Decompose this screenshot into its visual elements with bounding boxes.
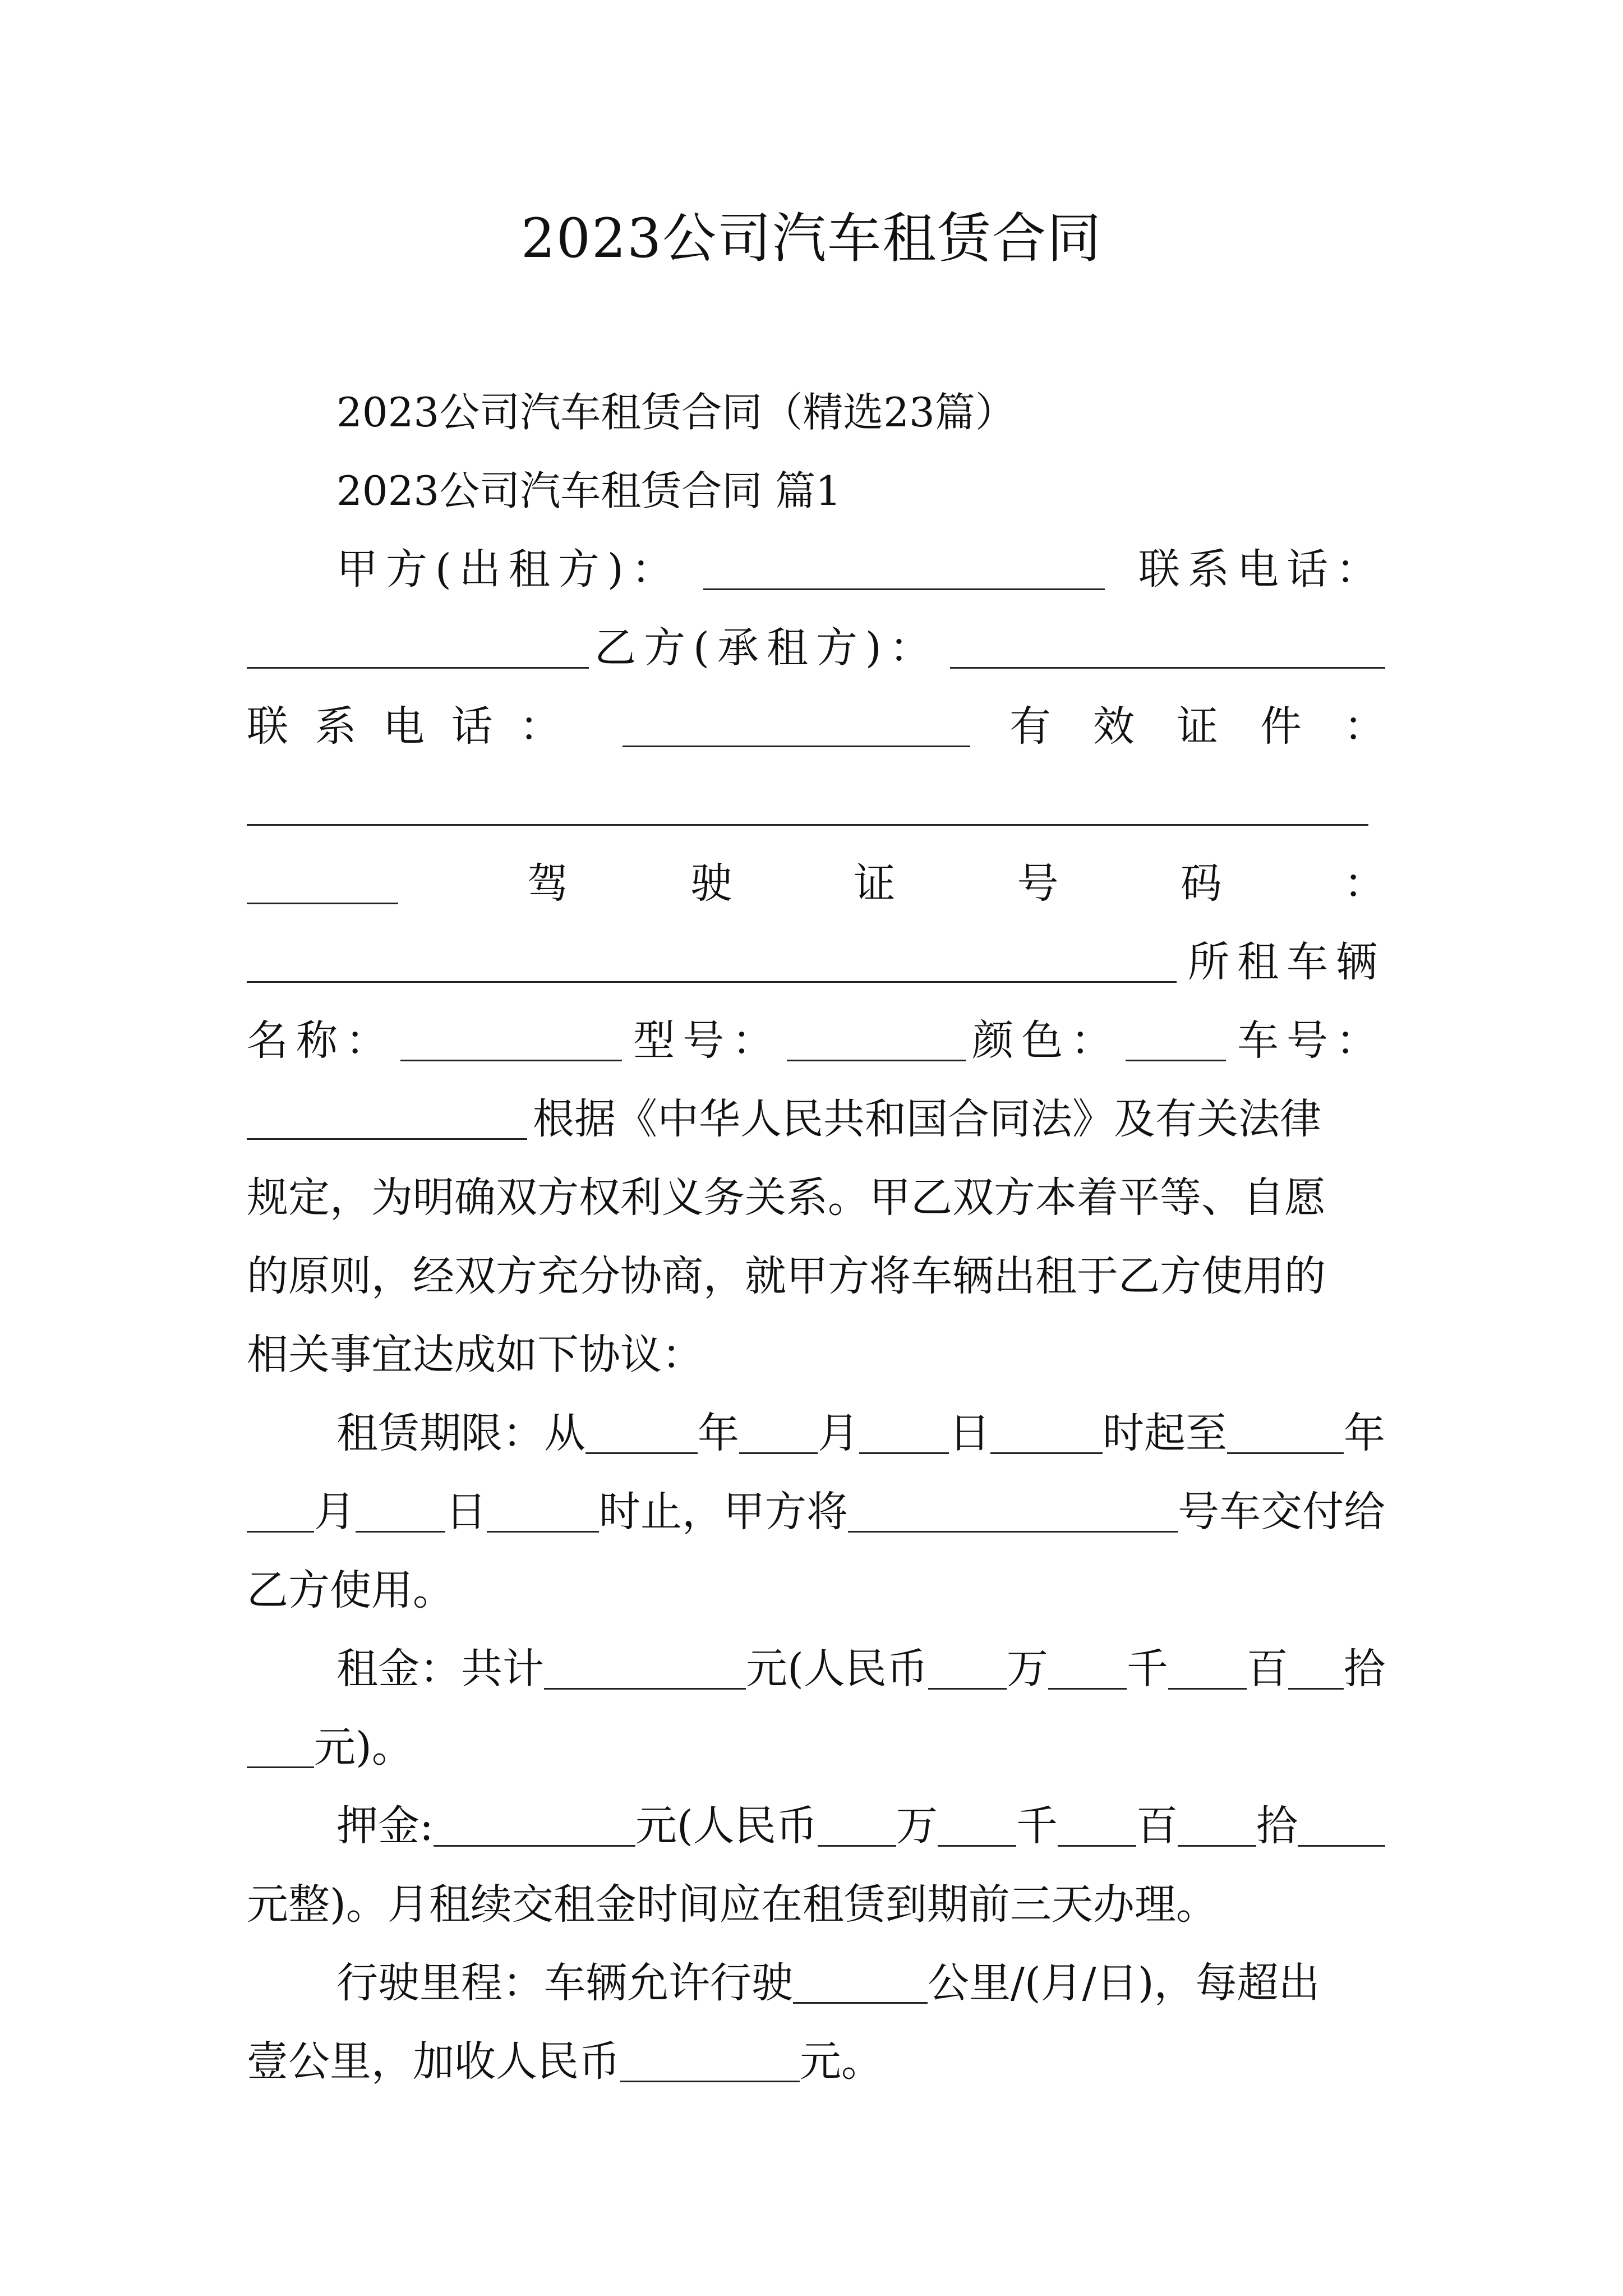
section-heading-text: 2023公司汽车租赁合同 篇1 <box>336 467 841 514</box>
char: 话 <box>451 702 493 751</box>
surcharge-blank[interactable] <box>620 2039 800 2082</box>
rent-bai-blank[interactable] <box>1168 1646 1247 1690</box>
party-a-label: 甲方(出租方)： <box>336 545 681 593</box>
rent-wan-blank[interactable] <box>928 1646 1007 1690</box>
lease-period-line <box>336 1402 1385 1464</box>
subtitle <box>336 381 1385 443</box>
lease-period-label: 租赁期限：从 <box>336 1409 585 1457</box>
id-number-blank-end[interactable] <box>247 861 398 904</box>
year-text: 年 <box>1344 1409 1385 1457</box>
valid-id-label <box>1009 696 1385 757</box>
char: 件 <box>1260 702 1302 751</box>
rent-amount-blank[interactable] <box>544 1646 746 1690</box>
document-title: 2023公司汽车租赁合同 <box>520 207 1103 270</box>
year-text: 年 <box>698 1409 739 1457</box>
char: 联 <box>247 702 288 751</box>
end-month-blank[interactable] <box>247 1489 314 1533</box>
contact-id-line <box>247 696 1385 757</box>
yuan-text: 元。 <box>800 2037 883 2086</box>
deposit-wan-blank[interactable] <box>818 1803 896 1847</box>
party-a-line <box>336 539 1385 600</box>
char: 效 <box>1093 702 1135 751</box>
license-number-blank[interactable] <box>247 940 1177 983</box>
deposit-yuan-blank[interactable] <box>1298 1803 1385 1847</box>
bai-text: 百 <box>1136 1802 1178 1850</box>
shi-text: 拾 <box>1344 1645 1385 1693</box>
end-year-blank[interactable] <box>1227 1411 1344 1454</box>
valid-id-blank[interactable] <box>247 783 1368 826</box>
party-a-phone-label: 联系电话： <box>1138 545 1385 593</box>
char: 证 <box>854 859 896 908</box>
vehicle-color-label: 颜色： <box>972 1016 1121 1065</box>
handover-text: 时止，甲方将 <box>599 1488 848 1536</box>
vehicle-model-blank[interactable] <box>787 1018 966 1061</box>
paragraph-line <box>247 1874 1385 1935</box>
char: ： <box>1344 702 1385 751</box>
wan-text: 万 <box>896 1802 938 1850</box>
day-text: 日 <box>445 1488 487 1536</box>
rent-line-2 <box>247 1717 1385 1778</box>
paragraph-text: 元整)。月租续交租金时间应在租赁到期前三天办理。 <box>247 1880 1218 1929</box>
paragraph-text: 的原则，经双方充分协商，就甲方将车辆出租于乙方使用的 <box>247 1252 1326 1300</box>
start-day-blank[interactable] <box>859 1411 949 1454</box>
yuan-text: 元)。 <box>314 1723 413 1772</box>
char: 驶 <box>690 859 732 908</box>
paragraph-text: 规定，为明确双方权利义务关系。甲乙双方本着平等、自愿 <box>247 1174 1326 1222</box>
surcharge-text: 壹公里，加收人民币 <box>247 2037 620 2086</box>
paragraph-line <box>247 1245 1385 1307</box>
vehicle-plate-label: 车号： <box>1237 1016 1385 1065</box>
paragraph-line <box>247 1324 1385 1386</box>
paragraph-text: 乙方使用。 <box>247 1566 454 1614</box>
paragraph-text: 相关事宜达成如下协议： <box>247 1331 703 1379</box>
char: 有 <box>1009 702 1051 751</box>
rent-line <box>336 1638 1385 1700</box>
mileage-label: 行驶里程：车辆允许行驶 <box>336 1959 793 2007</box>
char: 码 <box>1180 859 1222 908</box>
party-a-name-blank[interactable] <box>703 547 1105 590</box>
paragraph-line <box>247 1559 1385 1621</box>
char: 系 <box>315 702 357 751</box>
mileage-blank[interactable] <box>793 1961 928 2004</box>
char: ： <box>1343 859 1385 908</box>
paragraph-line <box>247 1167 1385 1228</box>
vehicle-name-blank[interactable] <box>400 1018 622 1061</box>
party-b-phone-blank[interactable] <box>623 704 970 747</box>
month-text: 月 <box>314 1488 356 1536</box>
vehicle-color-blank[interactable] <box>1126 1018 1226 1061</box>
end-day-blank[interactable] <box>356 1489 445 1533</box>
rmb-text: 元(人民币 <box>635 1802 818 1850</box>
deposit-label: 押金: <box>336 1802 434 1850</box>
section-heading <box>336 460 1385 522</box>
mileage-line-2 <box>247 2031 1385 2092</box>
contract-basis-text: 根据《中华人民共和国合同法》及有关法律 <box>533 1095 1321 1143</box>
vehicle-line <box>247 931 1385 993</box>
bai-text: 百 <box>1246 1645 1288 1693</box>
month-text: 月 <box>818 1409 859 1457</box>
vehicle-name-label: 名称： <box>247 1016 395 1065</box>
qian-text: 千 <box>1126 1645 1168 1693</box>
char: 驾 <box>527 859 569 908</box>
contract-basis-line <box>247 1088 1385 1150</box>
rented-vehicle-label: 所租车辆 <box>1188 938 1385 986</box>
party-a-phone-blank[interactable] <box>247 625 589 669</box>
handover-plate-blank[interactable] <box>848 1489 1178 1533</box>
char: 电 <box>383 702 425 751</box>
deposit-shi-blank[interactable] <box>1178 1803 1256 1847</box>
vehicle-details-line <box>247 1010 1385 1071</box>
from-until-text: 时起至 <box>1103 1409 1227 1457</box>
day-text: 日 <box>949 1409 990 1457</box>
vehicle-model-label: 型号： <box>633 1016 782 1065</box>
rent-shi-blank[interactable] <box>1288 1646 1344 1690</box>
mileage-line <box>336 1952 1385 2014</box>
handover-text-end: 号车交付给 <box>1178 1488 1385 1536</box>
start-month-blank[interactable] <box>739 1411 818 1454</box>
party-b-label: 乙方(承租方)： <box>594 624 939 672</box>
char: 证 <box>1177 702 1218 751</box>
valid-id-line <box>247 774 1368 836</box>
start-year-blank[interactable] <box>585 1411 698 1454</box>
deposit-line <box>336 1795 1385 1857</box>
deposit-qian-blank[interactable] <box>938 1803 1016 1847</box>
char: 号 <box>1017 859 1059 908</box>
rent-qian-blank[interactable] <box>1048 1646 1127 1690</box>
deposit-amount-blank[interactable] <box>434 1803 635 1847</box>
rmb-text: 元(人民币 <box>746 1645 928 1693</box>
subtitle-text: 2023公司汽车租赁合同（精选23篇） <box>336 389 1016 436</box>
rent-label: 租金：共计 <box>336 1645 544 1693</box>
license-label <box>527 853 1385 914</box>
deposit-bai-blank[interactable] <box>1058 1803 1136 1847</box>
start-hour-blank[interactable] <box>990 1411 1103 1454</box>
rent-yuan-blank[interactable] <box>247 1725 314 1768</box>
vehicle-plate-blank[interactable] <box>247 1097 527 1140</box>
mileage-text: 公里/(月/日)，每超出 <box>928 1959 1320 2007</box>
end-hour-blank[interactable] <box>487 1489 599 1533</box>
shi-text: 拾 <box>1256 1802 1298 1850</box>
party-b-line <box>247 617 1385 679</box>
wan-text: 万 <box>1006 1645 1048 1693</box>
license-line <box>247 853 1385 914</box>
char: ： <box>519 702 561 751</box>
lease-period-line-2 <box>247 1481 1385 1543</box>
party-b-name-blank[interactable] <box>950 625 1385 669</box>
party-b-phone-label <box>247 696 561 757</box>
qian-text: 千 <box>1016 1802 1058 1850</box>
